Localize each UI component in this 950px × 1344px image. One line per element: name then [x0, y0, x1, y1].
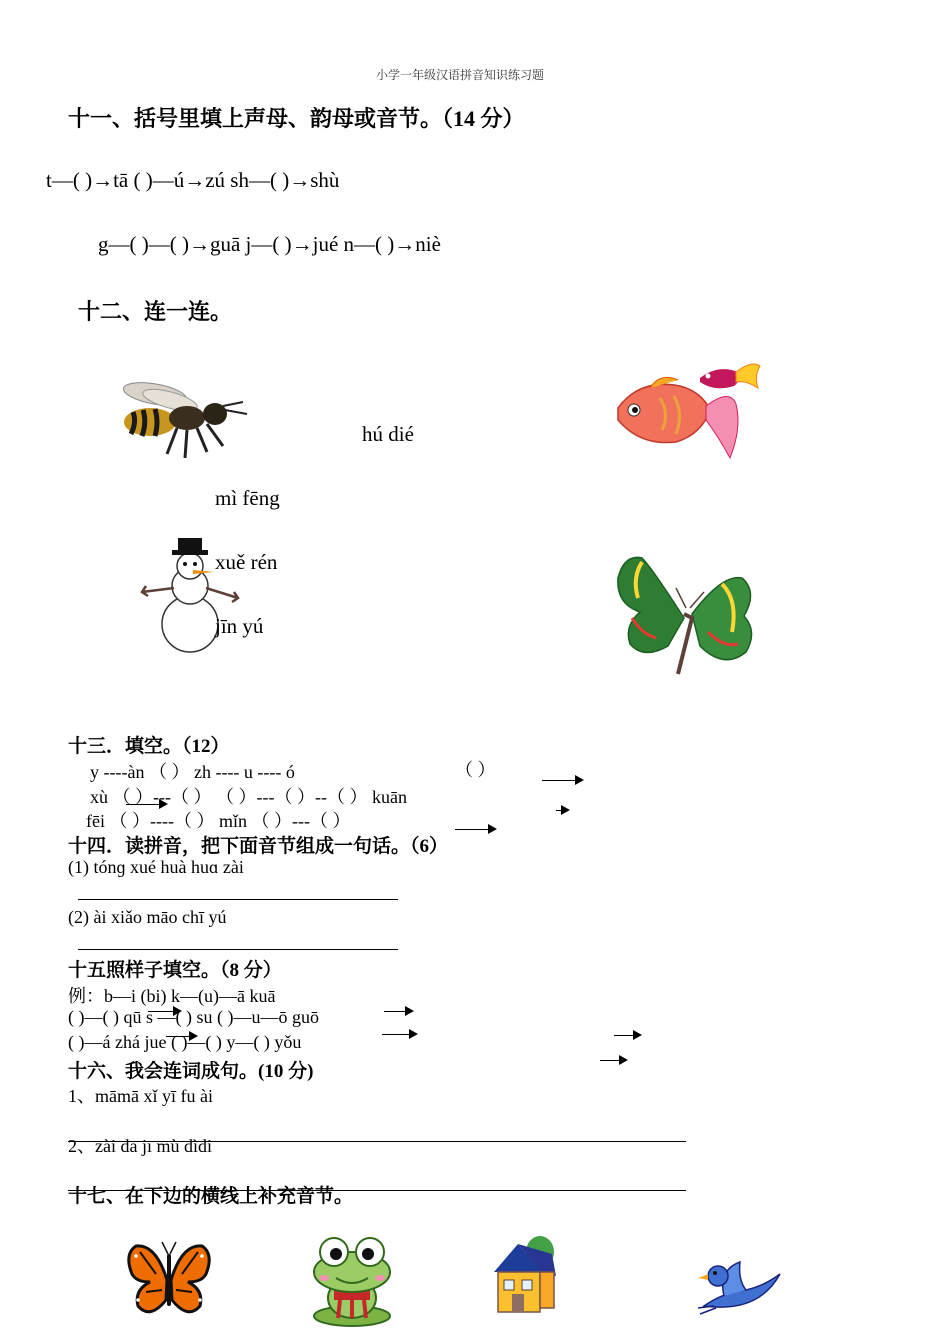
butterfly-icon	[612, 548, 762, 686]
arrow	[382, 1034, 416, 1035]
section-16-q1: 1、māmā xǐ yī fu ài	[68, 1086, 213, 1106]
page-header: 小学一年级汉语拼音知识练习题	[376, 68, 545, 82]
word-mifeng: mì fēng	[215, 486, 280, 510]
section-15-title: 十五照样子填空。（8 分）	[68, 960, 282, 981]
goldfish-icon	[610, 358, 765, 470]
bee-icon	[115, 380, 250, 460]
arrow	[556, 810, 568, 811]
butterfly-icon	[126, 1240, 212, 1320]
arrow	[166, 1036, 196, 1037]
word-xueren: xuě rén	[215, 550, 278, 574]
section-15-row1: ( )—( ) qū s —( ) su ( )—u—ō guō	[68, 1007, 319, 1027]
answer-line	[78, 949, 398, 950]
section-15-row2: ( )—á zhá jue ( )—( ) y—( ) yǒu	[68, 1032, 302, 1052]
frog-icon	[306, 1232, 398, 1328]
arrow	[542, 780, 582, 781]
answer-line	[68, 1190, 686, 1191]
section-11-row2: g—( )—( )→guā j—( )→jué n—( )→niè	[98, 232, 441, 256]
arrow	[126, 804, 166, 805]
section-15-example: 例：b—i (bi) k—(u)—ā kuā	[68, 986, 276, 1006]
section-17-title: 十七、在下边的横线上补充音节。	[68, 1186, 354, 1207]
bird-icon	[694, 1256, 786, 1316]
arrow	[148, 1011, 180, 1012]
word-jinyu: jīn yú	[215, 614, 264, 638]
arrow	[600, 1060, 626, 1061]
house-icon	[490, 1236, 560, 1316]
section-13-row1: y ----àn （ ） zh ---- u ---- ó	[90, 762, 295, 782]
section-13-row1-blank: （ ）	[455, 760, 496, 780]
section-13-row2: xù （ ）---（ ） （ ）---（ ）--（ ） kuān	[90, 787, 407, 807]
arrow	[384, 1011, 412, 1012]
section-14-q1: (1) tónɡ xué huà huɑ zài	[68, 857, 244, 877]
section-16-title: 十六、我会连词成句。(10 分)	[68, 1061, 314, 1082]
section-13-row3: fēi （ ）----（ ） mǐn （ ）---（ ）	[86, 811, 351, 831]
section-11-row1: t—( )→tā ( )—ú→zú sh—( )→shù	[46, 168, 340, 192]
answer-line	[68, 1141, 686, 1142]
section-13-title: 十三．填空。（12）	[68, 736, 230, 757]
section-14-q2: (2) ài xiǎo māo chī yú	[68, 907, 227, 927]
answer-line	[78, 899, 398, 900]
arrow	[614, 1035, 640, 1036]
section-16-q2: 2、zài dā jī mù dìdi	[68, 1136, 212, 1156]
arrow	[455, 829, 495, 830]
word-hudie: hú dié	[362, 422, 414, 446]
section-12-title: 十二、连一连。	[78, 299, 233, 324]
section-14-title: 十四．读拼音，把下面音节组成一句话。（6）	[68, 836, 449, 857]
section-11-title: 十一、括号里填上声母、韵母或音节。（14 分）	[68, 106, 525, 131]
